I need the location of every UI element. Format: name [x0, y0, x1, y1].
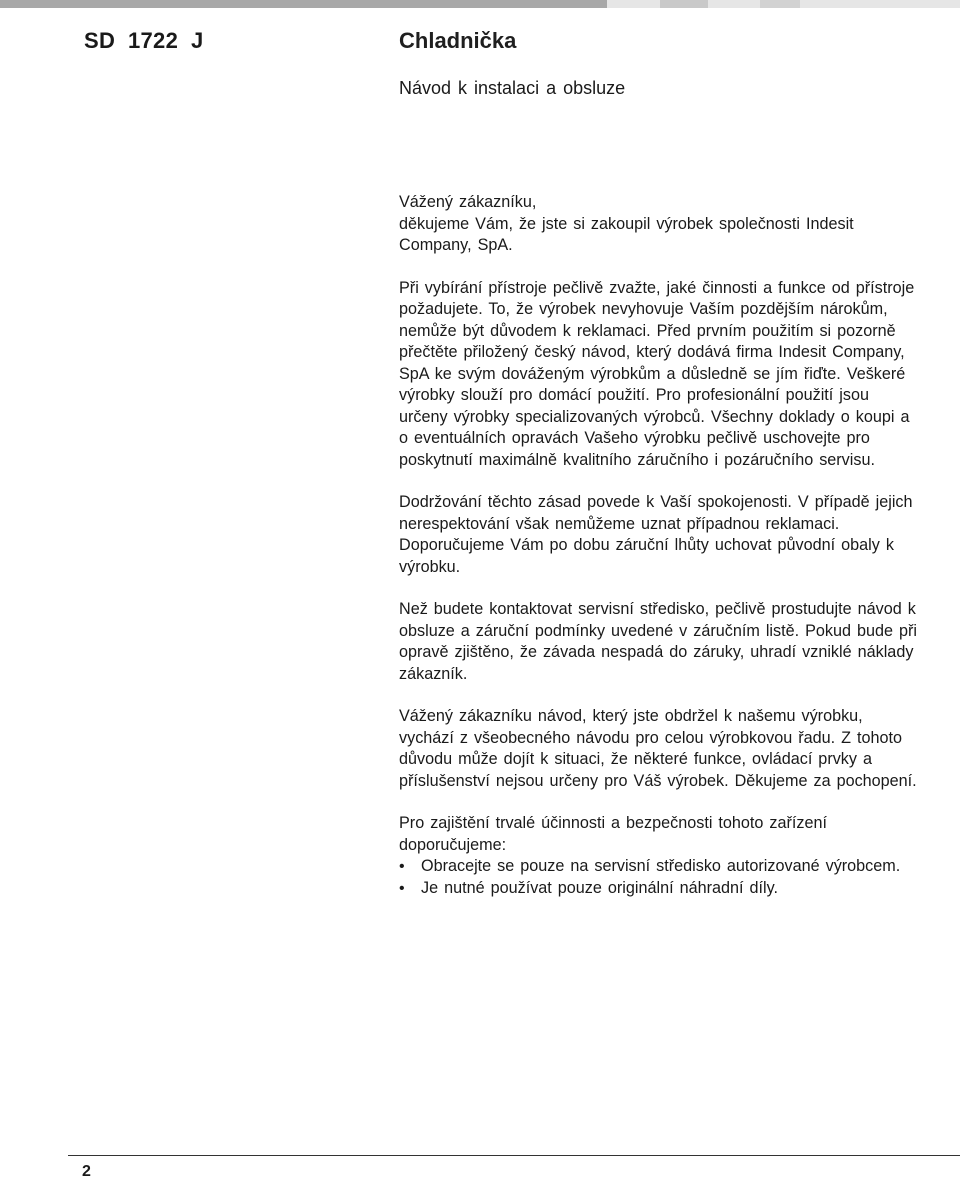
paragraph-compliance: Dodržování těchto zásad povede k Vaší spokojenosti. V případě jejich nerespektování však nemůžeme uznat případnou reklamaci. Doporučujeme Vám po dobu záruční lhůty uchovat původní obaly k výrobku.	[399, 493, 913, 576]
bullet-icon: •	[399, 858, 405, 875]
page-number: 2	[82, 1163, 91, 1180]
top-bar-marker	[660, 0, 708, 8]
paragraph-general-manual: Vážený zákazníku návod, který jste obdržel k našemu výrobku, vychází z všeobecného návodu pro celou výrobkovou řadu. Z tohoto důvodu může dojít k situaci, že některé funkce, ovládací prvky a příslušenství nejsou určeny pro Váš výrobek. Děkujeme za pochopení.	[399, 707, 917, 790]
top-decorative-bar	[0, 0, 960, 8]
document-body	[399, 192, 919, 899]
paragraph-thanks: děkujeme Vám, že jste si zakoupil výrobek společnosti Indesit Company, SpA.	[399, 214, 854, 254]
model-number: SD 1722 J	[84, 28, 204, 53]
list-item-text: Je nutné používat pouze originální náhradní díly.	[421, 878, 778, 897]
page-title: Chladnička	[399, 28, 517, 53]
paragraph-selection: Při vybírání přístroje pečlivě zvažte, jaké činnosti a funkce od přístroje požadujete. To, že výrobek nevyhovuje Vaším pozdějším nárokům, nemůže být důvodem k reklamaci. Před prvním použitím si pozorně přečtěte přiložený český návod, který dodává firma Indesit Company, SpA ke svým dováženým výrobkům a důsledně se jím řiďte. Veškeré výrobky slouží pro domácí použití. Pro profesionální použití jsou určeny výrobky specializovaných výrobců. Všechny doklady o koupi a o eventuálních opravách Vašeho výrobku pečlivě uschovejte pro poskytnutí maximálně kvalitního záručního i pozáručního servisu.	[399, 278, 915, 469]
page-subtitle: Návod k instalaci a obsluze	[399, 78, 626, 98]
paragraph-recommendation: Pro zajištění trvalé účinnosti a bezpečnosti tohoto zařízení doporučujeme:	[399, 814, 828, 854]
bullet-icon: •	[399, 879, 405, 897]
list-item	[399, 878, 919, 900]
greeting: Vážený zákazníku,	[399, 193, 537, 211]
recommendation-list	[399, 856, 919, 899]
list-item-text: Obracejte se pouze na servisní středisko autorizované výrobcem.	[421, 857, 901, 875]
footer-divider	[68, 1155, 960, 1156]
top-bar-dark-segment	[0, 0, 607, 8]
paragraph-service: Než budete kontaktovat servisní středisko, pečlivě prostudujte návod k obsluze a záruční podmínky uvedené v záručním listě. Pokud bude při opravě zjištěno, že závada nespadá do záruky, uhradí vzniklé náklady zákazník.	[399, 600, 917, 683]
list-item	[399, 856, 919, 878]
top-bar-marker	[760, 0, 800, 8]
